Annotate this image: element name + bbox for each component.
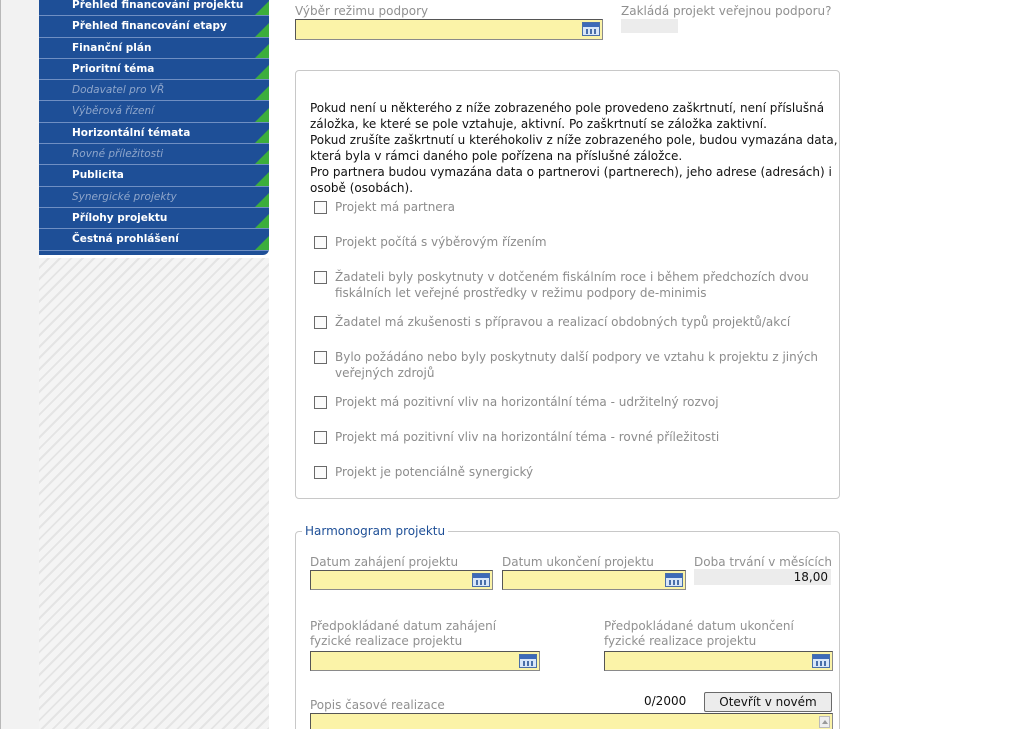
experience-checkbox[interactable] <box>314 316 327 329</box>
calendar-icon[interactable] <box>472 573 490 587</box>
checkbox-label: Projekt má pozitivní vliv na horizontální téma - rovné příležitosti <box>335 430 720 444</box>
phys-end-label: Předpokládané datum ukončení fyzické realizace projektu <box>604 619 794 648</box>
public-support-label: Zakládá projekt veřejnou podporu? <box>621 4 832 18</box>
start-date-label: Datum zahájení projektu <box>310 555 459 569</box>
sidebar-item-attachments[interactable]: Přílohy projektu <box>39 208 269 229</box>
sidebar-item-horizontal-themes[interactable]: Horizontální témata <box>39 123 269 144</box>
info-line: Pokud zrušíte zaškrtnutí u kteréhokoliv z níže zobrazeného pole, budou vymazána data, která byla v rámci daného pole pořízena na příslušné záložce. <box>310 133 838 163</box>
sidebar-item-stage-financing[interactable]: Přehled financování etapy <box>39 16 269 37</box>
sidebar-nav <box>39 0 269 255</box>
checkbox-label: Žadateli byly poskytnuty v dotčeném fiskálním roce i během předchozích dvou fiskálních let veřejné prostředky v režimu podpory de-minimis <box>335 270 809 300</box>
phys-start-label: Předpokládané datum zahájení fyzické realizace projektu <box>310 619 497 648</box>
sidebar-item-supplier: Dodavatel pro VŘ <box>39 80 269 101</box>
calendar-icon[interactable] <box>812 654 830 668</box>
partner-checkbox[interactable] <box>314 201 327 214</box>
calendar-icon[interactable] <box>665 573 683 587</box>
de-minimis-checkbox[interactable] <box>314 271 327 284</box>
open-new-window-button[interactable]: Otevřít v novém <box>704 692 832 712</box>
tender-checkbox[interactable] <box>314 236 327 249</box>
sidebar-item-financing-overview[interactable]: Přehled financování projektu <box>39 0 269 16</box>
duration-label: Doba trvání v měsících <box>694 555 832 569</box>
end-date-field[interactable] <box>502 570 686 590</box>
checkbox-label: Projekt má pozitivní vliv na horizontální téma - udržitelný rozvoj <box>335 395 719 409</box>
sidebar-item-tenders: Výběrová řízení <box>39 101 269 122</box>
sidebar-item-priority-theme[interactable]: Prioritní téma <box>39 59 269 80</box>
description-label: Popis časové realizace <box>310 698 445 712</box>
phys-start-date-field[interactable] <box>310 651 540 671</box>
end-date-label: Datum ukončení projektu <box>502 555 654 569</box>
checkbox-label: Projekt je potenciálně synergický <box>335 465 534 479</box>
checkbox-label: Žadatel má zkušenosti s přípravou a realizací obdobných typů projektů/akcí <box>335 315 791 329</box>
phys-end-date-field[interactable] <box>604 651 833 671</box>
char-counter: 0/2000 <box>644 694 687 708</box>
support-mode-field[interactable] <box>295 19 603 40</box>
sidebar-item-equal-opportunities: Rovné příležitosti <box>39 144 269 165</box>
sidebar-item-declarations[interactable]: Čestná prohlášení <box>39 229 269 250</box>
checkbox-label: Projekt má partnera <box>335 200 455 214</box>
harmonogram-title: Harmonogram projektu <box>302 524 448 538</box>
synergy-checkbox[interactable] <box>314 466 327 479</box>
calendar-icon[interactable] <box>519 654 537 668</box>
support-mode-label: Výběr režimu podpory <box>295 4 429 18</box>
scroll-up-icon[interactable] <box>819 716 830 728</box>
sidebar-item-synergy-projects: Synergické projekty <box>39 187 269 208</box>
public-support-value <box>621 19 678 33</box>
checkbox-label: Projekt počítá s výběrovým řízením <box>335 235 547 249</box>
duration-value: 18,00 <box>694 569 831 585</box>
info-line: Pro partnera budou vymazána data o partnerovi (partnerech), jeho adrese (adresách) i osobě (osobách). <box>310 165 832 195</box>
other-support-checkbox[interactable] <box>314 351 327 364</box>
equal-opportunities-checkbox[interactable] <box>314 431 327 444</box>
description-textarea[interactable] <box>310 713 833 729</box>
list-picker-icon[interactable] <box>582 22 600 36</box>
info-line: Pokud není u některého z níže zobrazeného pole provedeno zaškrtnutí, není příslušná záložka, ke které se pole vztahuje, aktivní. Po zaškrtnutí se záložka zaktivní. <box>310 101 825 131</box>
checkbox-label: Bylo požádáno nebo byly poskytnuty další podpory ve vztahu k projektu z jiných veřejných zdrojů <box>335 350 819 380</box>
sidebar-item-publicity[interactable]: Publicita <box>39 165 269 186</box>
sidebar-item-financial-plan[interactable]: Finanční plán <box>39 38 269 59</box>
sustainable-development-checkbox[interactable] <box>314 396 327 409</box>
left-frame-edge <box>0 0 39 729</box>
sidebar-background <box>39 258 269 729</box>
checklist-info-text <box>310 100 840 196</box>
start-date-field[interactable] <box>310 570 493 590</box>
